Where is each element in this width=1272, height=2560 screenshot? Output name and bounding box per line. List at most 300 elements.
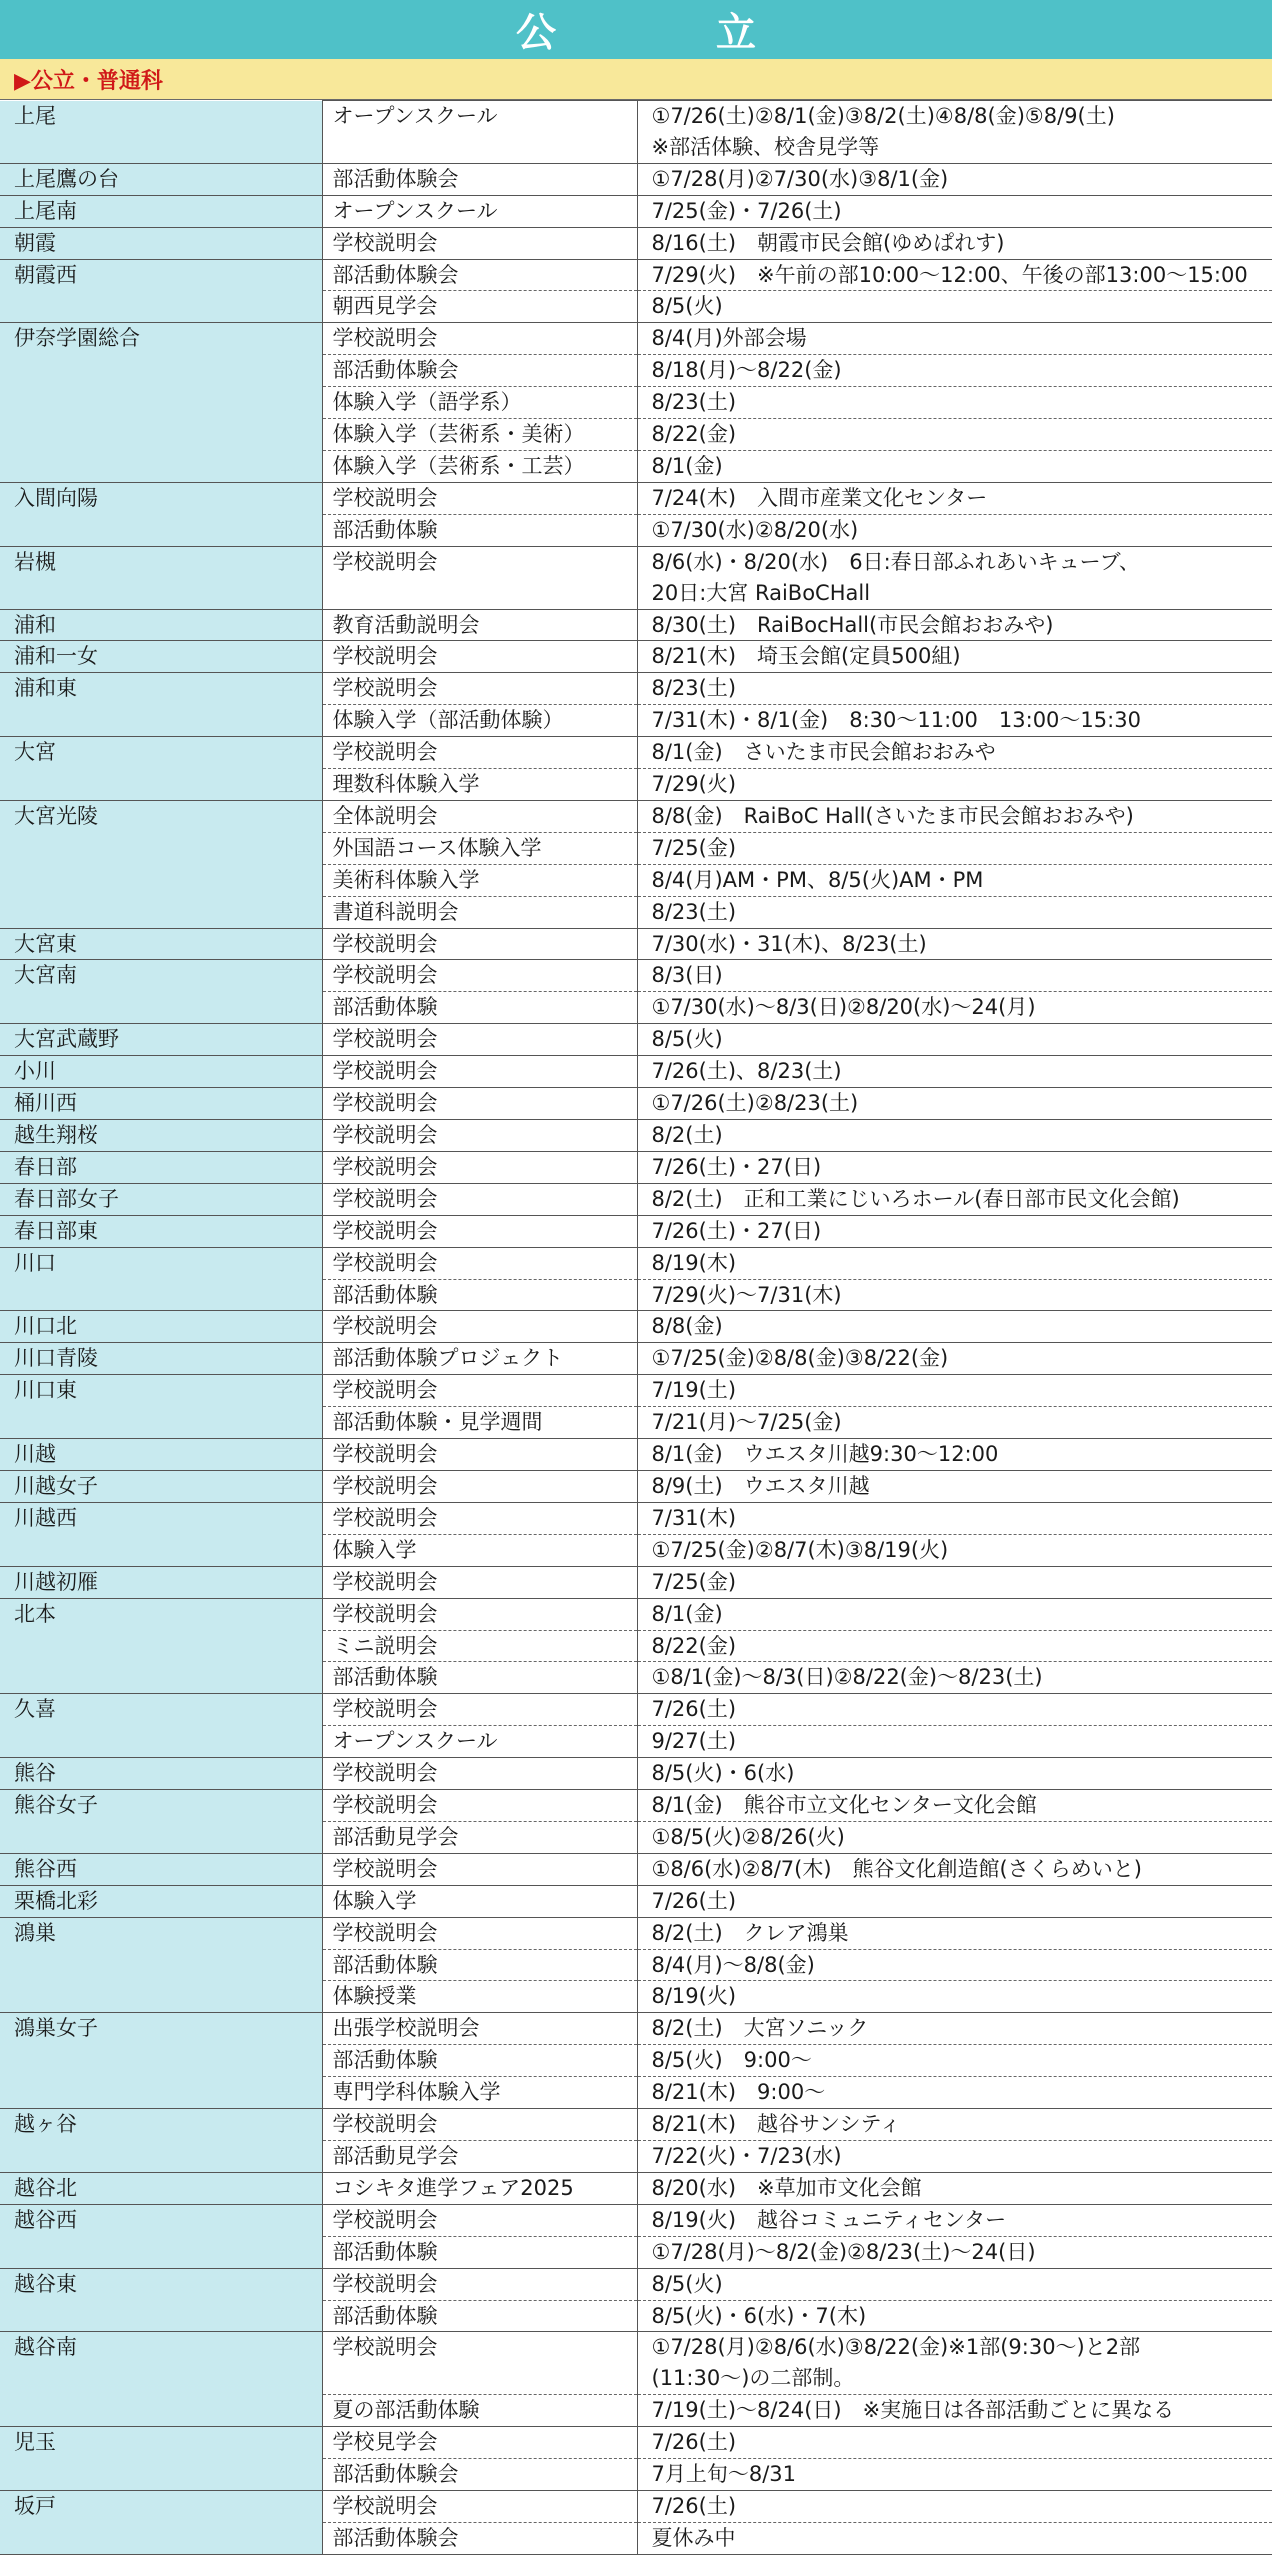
event-name: 学校説明会: [322, 2490, 637, 2522]
event-name: 学校説明会: [322, 1470, 637, 1502]
date-line: 7/26(土)、8/23(土): [651, 1059, 842, 1084]
event-dates: [637, 864, 1272, 896]
event-name: 理数科体験入学: [322, 769, 637, 801]
school-name: 小川: [0, 1056, 322, 1088]
date-line: 8/5(火)・6(水): [651, 1761, 795, 1786]
table-row: [0, 960, 1272, 992]
date-line: 8/2(土) 大宮ソニック: [651, 2016, 869, 2041]
school-name: 児玉: [0, 2427, 322, 2491]
date-line: 7/25(金): [651, 1569, 737, 1594]
school-name: 北本: [0, 1598, 322, 1694]
schedule-table: [0, 100, 1272, 2555]
event-dates: [637, 419, 1272, 451]
table-row: [0, 1215, 1272, 1247]
event-dates: [637, 1470, 1272, 1502]
event-name: 美術科体験入学: [322, 864, 637, 896]
event-dates: [637, 2300, 1272, 2332]
event-dates: [637, 1853, 1272, 1885]
event-dates: [637, 769, 1272, 801]
school-name: 熊谷女子: [0, 1790, 322, 1854]
date-line: ①7/26(土)②8/1(金)③8/2(土)④8/8(金)⑤8/9(土): [651, 104, 1115, 128]
table-row: [0, 323, 1272, 355]
school-name: 岩槻: [0, 546, 322, 609]
school-name: 越谷南: [0, 2332, 322, 2427]
date-line: ①8/1(金)～8/3(日)②8/22(金)～8/23(土): [651, 1665, 1043, 1690]
date-line: 7/26(土): [651, 2430, 737, 2455]
event-dates: [637, 1566, 1272, 1598]
event-dates: [637, 101, 1272, 164]
date-line: 8/9(土) ウエスタ川越: [651, 1473, 870, 1498]
date-line: 8/23(土): [651, 390, 737, 415]
table-row: [0, 800, 1272, 832]
event-name: 学校説明会: [322, 2332, 637, 2395]
date-line: 7/26(土): [651, 2493, 737, 2518]
event-dates: [637, 450, 1272, 482]
event-dates: [637, 1758, 1272, 1790]
table-row: [0, 101, 1272, 164]
event-dates: [637, 1215, 1272, 1247]
table-row: [0, 1343, 1272, 1375]
event-dates: [637, 2077, 1272, 2109]
event-dates: [637, 1279, 1272, 1311]
event-name: 学校説明会: [322, 1088, 637, 1120]
date-line: ①7/25(金)②8/8(金)③8/22(金): [651, 1346, 949, 1371]
table-row: [0, 1790, 1272, 1822]
table-row: [0, 928, 1272, 960]
event-name: 学校説明会: [322, 1151, 637, 1183]
event-dates: [637, 1981, 1272, 2013]
event-dates: [637, 387, 1272, 419]
table-row: [0, 1024, 1272, 1056]
event-dates: [637, 514, 1272, 546]
event-dates: [637, 1534, 1272, 1566]
event-name: オープンスクール: [322, 101, 637, 164]
date-line: 7/31(木)・8/1(金) 8:30～11:00 13:00～15:30: [651, 708, 1141, 733]
event-name: 体験入学（部活動体験）: [322, 705, 637, 737]
date-line: (11:30～)の二部制。: [651, 2366, 855, 2391]
table-row: [0, 1088, 1272, 1120]
event-name: 学校説明会: [322, 482, 637, 514]
event-name: 学校説明会: [322, 323, 637, 355]
event-name: 学校説明会: [322, 1024, 637, 1056]
event-name: 学校説明会: [322, 1056, 637, 1088]
date-line: 8/6(水)・8/20(水) 6日:春日部ふれあいキューブ、: [651, 549, 1140, 574]
event-name: 朝西見学会: [322, 291, 637, 323]
event-name: 部活動体験会: [322, 163, 637, 195]
date-line: 7/21(月)～7/25(金): [651, 1410, 842, 1435]
table-row: [0, 1470, 1272, 1502]
event-dates: [637, 163, 1272, 195]
event-name: 学校説明会: [322, 1790, 637, 1822]
event-dates: [637, 800, 1272, 832]
event-name: 学校説明会: [322, 1183, 637, 1215]
date-line: 8/5(火): [651, 294, 723, 319]
event-name: 専門学科体験入学: [322, 2077, 637, 2109]
event-name: 部活動体験: [322, 1662, 637, 1694]
event-dates: [637, 2204, 1272, 2236]
school-name: 上尾鷹の台: [0, 163, 322, 195]
table-row: [0, 609, 1272, 641]
table-row: [0, 737, 1272, 769]
school-name: 大宮光陵: [0, 800, 322, 928]
event-name: 外国語コース体験入学: [322, 832, 637, 864]
event-name: 部活動体験・見学週間: [322, 1407, 637, 1439]
event-name: 部活動体験会: [322, 2522, 637, 2554]
event-dates: [637, 673, 1272, 705]
event-name: 学校説明会: [322, 1215, 637, 1247]
date-line: 8/19(木): [651, 1250, 737, 1275]
date-line: 7/26(土)・27(日): [651, 1218, 822, 1243]
event-dates: [637, 1885, 1272, 1917]
event-name: 学校説明会: [322, 1853, 637, 1885]
date-line: ①7/30(水)～8/3(日)②8/20(水)～24(月): [651, 995, 1036, 1020]
date-line: 9/27(土): [651, 1729, 737, 1754]
title-bar: [0, 0, 1272, 59]
date-line: 7/30(水)・31(木)、8/23(土): [651, 931, 927, 956]
school-name: 川口東: [0, 1375, 322, 1439]
event-name: 学校説明会: [322, 2268, 637, 2300]
school-name: 朝霞西: [0, 259, 322, 323]
school-name: 川越女子: [0, 1470, 322, 1502]
event-dates: [637, 482, 1272, 514]
event-dates: [637, 928, 1272, 960]
event-name: オープンスクール: [322, 1726, 637, 1758]
table-row: [0, 2109, 1272, 2141]
date-line: 8/5(火): [651, 2271, 723, 2296]
event-dates: [637, 1151, 1272, 1183]
date-line: 8/18(月)～8/22(金): [651, 358, 842, 383]
event-name: 部活動体験: [322, 2045, 637, 2077]
date-line: 7月上旬～8/31: [651, 2462, 797, 2487]
school-name: 川口北: [0, 1311, 322, 1343]
school-name: 越谷西: [0, 2204, 322, 2268]
school-name: 川越: [0, 1439, 322, 1471]
date-line: 8/2(土) クレア鴻巣: [651, 1920, 849, 1945]
school-name: 朝霞: [0, 227, 322, 259]
school-name: 熊谷西: [0, 1853, 322, 1885]
page-title: 公 立: [516, 10, 816, 56]
date-line: ①7/28(月)②7/30(水)③8/1(金): [651, 166, 949, 191]
event-dates: [637, 1790, 1272, 1822]
table-row: [0, 2172, 1272, 2204]
event-dates: [637, 1821, 1272, 1853]
event-name: 体験授業: [322, 1981, 637, 2013]
date-line: 8/3(日): [651, 963, 723, 988]
event-name: 体験入学: [322, 1534, 637, 1566]
event-name: 体験入学（語学系）: [322, 387, 637, 419]
table-row: [0, 2490, 1272, 2522]
school-name: 入間向陽: [0, 482, 322, 546]
event-name: 部活動見学会: [322, 2141, 637, 2173]
event-dates: [637, 546, 1272, 609]
table-row: [0, 163, 1272, 195]
date-line: 8/21(木) 埼玉会館(定員500組): [651, 644, 961, 669]
event-name: 全体説明会: [322, 800, 637, 832]
date-line: ①8/6(水)②8/7(木) 熊谷文化創造館(さくらめいと): [651, 1856, 1142, 1881]
table-row: [0, 1853, 1272, 1885]
date-line: 7/25(金)・7/26(土): [651, 198, 842, 223]
event-name: 学校説明会: [322, 1502, 637, 1534]
date-line: 8/8(金): [651, 1314, 723, 1339]
date-line: 8/4(月)AM・PM、8/5(火)AM・PM: [651, 867, 984, 892]
event-dates: [637, 2268, 1272, 2300]
event-dates: [637, 291, 1272, 323]
event-dates: [637, 355, 1272, 387]
date-line: 8/22(金): [651, 1633, 737, 1658]
event-dates: [637, 259, 1272, 291]
date-line: 8/1(金) さいたま市民会館おおみや: [651, 740, 996, 765]
table-row: [0, 1694, 1272, 1726]
date-line: 8/22(金): [651, 422, 737, 447]
school-name: 越谷北: [0, 2172, 322, 2204]
event-name: 部活動体験会: [322, 355, 637, 387]
school-name: 大宮: [0, 737, 322, 801]
school-name: 熊谷: [0, 1758, 322, 1790]
date-line: 8/23(土): [651, 899, 737, 924]
event-dates: [637, 1024, 1272, 1056]
school-name: 川越初雁: [0, 1566, 322, 1598]
event-name: 学校説明会: [322, 1247, 637, 1279]
event-dates: [637, 1247, 1272, 1279]
date-line: 8/2(土): [651, 1123, 723, 1147]
school-name: 鴻巣: [0, 1917, 322, 2013]
event-dates: [637, 1630, 1272, 1662]
table-row: [0, 1056, 1272, 1088]
event-name: 学校説明会: [322, 928, 637, 960]
event-dates: [637, 1917, 1272, 1949]
table-row: [0, 227, 1272, 259]
event-name: 学校説明会: [322, 673, 637, 705]
date-line: ①8/5(火)②8/26(火): [651, 1824, 845, 1849]
event-name: 部活動体験: [322, 2300, 637, 2332]
event-name: 学校説明会: [322, 1120, 637, 1152]
section-title: ▶公立・普通科: [14, 68, 163, 94]
event-dates: [637, 2013, 1272, 2045]
date-line: 8/16(土) 朝霞市民会館(ゆめぱれす): [651, 230, 1005, 255]
event-dates: [637, 1502, 1272, 1534]
table-row: [0, 641, 1272, 673]
event-dates: [637, 1088, 1272, 1120]
event-name: 夏の部活動体験: [322, 2395, 637, 2427]
event-dates: [637, 2172, 1272, 2204]
date-line: 8/21(木) 9:00～: [651, 2080, 826, 2105]
event-name: オープンスクール: [322, 195, 637, 227]
event-name: 学校説明会: [322, 1694, 637, 1726]
date-line: 8/20(水) ※草加市文化会館: [651, 2175, 922, 2200]
event-name: 部活動体験: [322, 1279, 637, 1311]
date-line: 8/1(金) 熊谷市立文化センター文化会館: [651, 1793, 1037, 1818]
school-name: 春日部東: [0, 1215, 322, 1247]
date-line: 7/19(土)～8/24(日) ※実施日は各部活動ごとに異なる: [651, 2398, 1175, 2423]
date-line: ①7/30(水)②8/20(水): [651, 517, 859, 542]
event-name: 部活動見学会: [322, 1821, 637, 1853]
table-row: [0, 2204, 1272, 2236]
date-line: 8/4(月)～8/8(金): [651, 1952, 815, 1977]
event-dates: [637, 1120, 1272, 1152]
event-name: 体験入学（芸術系・美術）: [322, 419, 637, 451]
event-name: 学校説明会: [322, 227, 637, 259]
date-line: 8/19(火) 越谷コミュニティセンター: [651, 2207, 1007, 2232]
table-row: [0, 195, 1272, 227]
table-row: [0, 2268, 1272, 2300]
event-dates: [637, 609, 1272, 641]
table-row: [0, 2013, 1272, 2045]
table-row: [0, 1885, 1272, 1917]
event-name: 学校説明会: [322, 1917, 637, 1949]
event-dates: [637, 1311, 1272, 1343]
event-name: 出張学校説明会: [322, 2013, 637, 2045]
table-row: [0, 1439, 1272, 1471]
school-name: 川口: [0, 1247, 322, 1311]
date-line: 8/5(火) 9:00～: [651, 2048, 812, 2073]
table-row: [0, 1183, 1272, 1215]
table-row: [0, 1502, 1272, 1534]
school-name: 坂戸: [0, 2490, 322, 2554]
school-name: 伊奈学園総合: [0, 323, 322, 483]
event-dates: [637, 1183, 1272, 1215]
school-name: 越生翔桜: [0, 1120, 322, 1152]
event-name: 学校説明会: [322, 641, 637, 673]
event-name: 部活動体験: [322, 514, 637, 546]
table-row: [0, 259, 1272, 291]
event-name: 学校説明会: [322, 1598, 637, 1630]
table-row: [0, 2332, 1272, 2395]
event-name: 書道科説明会: [322, 896, 637, 928]
event-dates: [637, 1598, 1272, 1630]
event-dates: [637, 227, 1272, 259]
event-name: 部活動体験会: [322, 2459, 637, 2491]
event-dates: [637, 992, 1272, 1024]
table-row: [0, 1311, 1272, 1343]
event-dates: [637, 705, 1272, 737]
table-row: [0, 1247, 1272, 1279]
event-name: 体験入学（芸術系・工芸）: [322, 450, 637, 482]
event-dates: [637, 737, 1272, 769]
event-name: 学校説明会: [322, 1375, 637, 1407]
table-row: [0, 2427, 1272, 2459]
date-line: 夏休み中: [651, 2525, 736, 2550]
event-dates: [637, 2427, 1272, 2459]
school-name: 久喜: [0, 1694, 322, 1758]
table-row: [0, 1151, 1272, 1183]
event-dates: [637, 2395, 1272, 2427]
event-dates: [637, 2459, 1272, 2491]
event-name: 学校説明会: [322, 1566, 637, 1598]
school-name: 桶川西: [0, 1088, 322, 1120]
table-row: [0, 1375, 1272, 1407]
event-name: 学校説明会: [322, 1311, 637, 1343]
school-name: 越ヶ谷: [0, 2109, 322, 2173]
date-line: 7/26(土)・27(日): [651, 1154, 822, 1179]
date-line: 8/8(金) RaiBoC Hall(さいたま市民会館おおみや): [651, 803, 1134, 828]
table-row: [0, 1566, 1272, 1598]
event-name: 学校説明会: [322, 2204, 637, 2236]
event-dates: [637, 1056, 1272, 1088]
school-name: 川越西: [0, 1502, 322, 1566]
date-line: 7/29(火): [651, 772, 737, 797]
school-name: 栗橋北彩: [0, 1885, 322, 1917]
date-line: 8/21(木) 越谷サンシティ: [651, 2112, 901, 2137]
event-dates: [637, 2141, 1272, 2173]
event-dates: [637, 2522, 1272, 2554]
table-row: [0, 1917, 1272, 1949]
date-line: 7/22(火)・7/23(水): [651, 2144, 842, 2168]
date-line: ①7/28(月)～8/2(金)②8/23(土)～24(日): [651, 2239, 1036, 2264]
school-name: 大宮南: [0, 960, 322, 1024]
event-name: 教育活動説明会: [322, 609, 637, 641]
date-line: 8/4(月)外部会場: [651, 326, 807, 351]
table-row: [0, 546, 1272, 609]
school-name: 越谷東: [0, 2268, 322, 2332]
event-name: 学校説明会: [322, 546, 637, 609]
schedule-table-body: [0, 101, 1272, 2555]
event-dates: [637, 1439, 1272, 1471]
date-line: 7/26(土): [651, 1888, 737, 1913]
event-name: 学校説明会: [322, 2109, 637, 2141]
event-dates: [637, 1726, 1272, 1758]
date-line: 7/19(土): [651, 1378, 737, 1403]
date-line: ①7/25(金)②8/7(木)③8/19(火): [651, 1537, 949, 1562]
event-name: 体験入学: [322, 1885, 637, 1917]
event-name: 学校見学会: [322, 2427, 637, 2459]
table-row: [0, 1758, 1272, 1790]
date-line: 20日:大宮 RaiBoCHall: [651, 580, 871, 605]
date-line: 8/2(土) 正和工業にじいろホール(春日部市民文化会館): [651, 1186, 1180, 1211]
event-dates: [637, 323, 1272, 355]
event-dates: [637, 2236, 1272, 2268]
date-line: 7/26(土): [651, 1697, 737, 1722]
event-name: 学校説明会: [322, 1758, 637, 1790]
date-line: ①7/26(土)②8/23(土): [651, 1091, 859, 1116]
school-name: 春日部: [0, 1151, 322, 1183]
date-line: 8/5(火)・6(水)・7(木): [651, 2303, 867, 2328]
event-name: 部活動体験会: [322, 259, 637, 291]
school-name: 浦和: [0, 609, 322, 641]
event-dates: [637, 896, 1272, 928]
event-name: 学校説明会: [322, 1439, 637, 1471]
event-name: コシキタ進学フェア2025: [322, 2172, 637, 2204]
date-line: 8/23(土): [651, 676, 737, 701]
school-name: 浦和東: [0, 673, 322, 737]
table-row: [0, 1598, 1272, 1630]
event-name: 部活動体験プロジェクト: [322, 1343, 637, 1375]
event-name: 学校説明会: [322, 960, 637, 992]
event-dates: [637, 195, 1272, 227]
event-name: 部活動体験: [322, 1949, 637, 1981]
event-dates: [637, 2045, 1272, 2077]
event-dates: [637, 1343, 1272, 1375]
date-line: 7/24(木) 入間市産業文化センター: [651, 485, 988, 510]
event-name: ミニ説明会: [322, 1630, 637, 1662]
event-dates: [637, 1407, 1272, 1439]
school-name: 上尾南: [0, 195, 322, 227]
date-line: ①7/28(月)②8/6(水)③8/22(金)※1部(9:30～)と2部: [651, 2335, 1141, 2360]
date-line: 7/25(金): [651, 835, 737, 860]
event-dates: [637, 1375, 1272, 1407]
event-dates: [637, 960, 1272, 992]
date-line: 8/1(金): [651, 1601, 723, 1626]
school-name: 大宮武蔵野: [0, 1024, 322, 1056]
date-line: 8/30(土) RaiBocHall(市民会館おおみや): [651, 612, 1054, 637]
event-dates: [637, 2332, 1272, 2395]
event-dates: [637, 641, 1272, 673]
table-row: [0, 1120, 1272, 1152]
school-name: 鴻巣女子: [0, 2013, 322, 2109]
event-dates: [637, 1662, 1272, 1694]
event-name: 部活動体験: [322, 992, 637, 1024]
event-dates: [637, 2109, 1272, 2141]
school-name: 春日部女子: [0, 1183, 322, 1215]
